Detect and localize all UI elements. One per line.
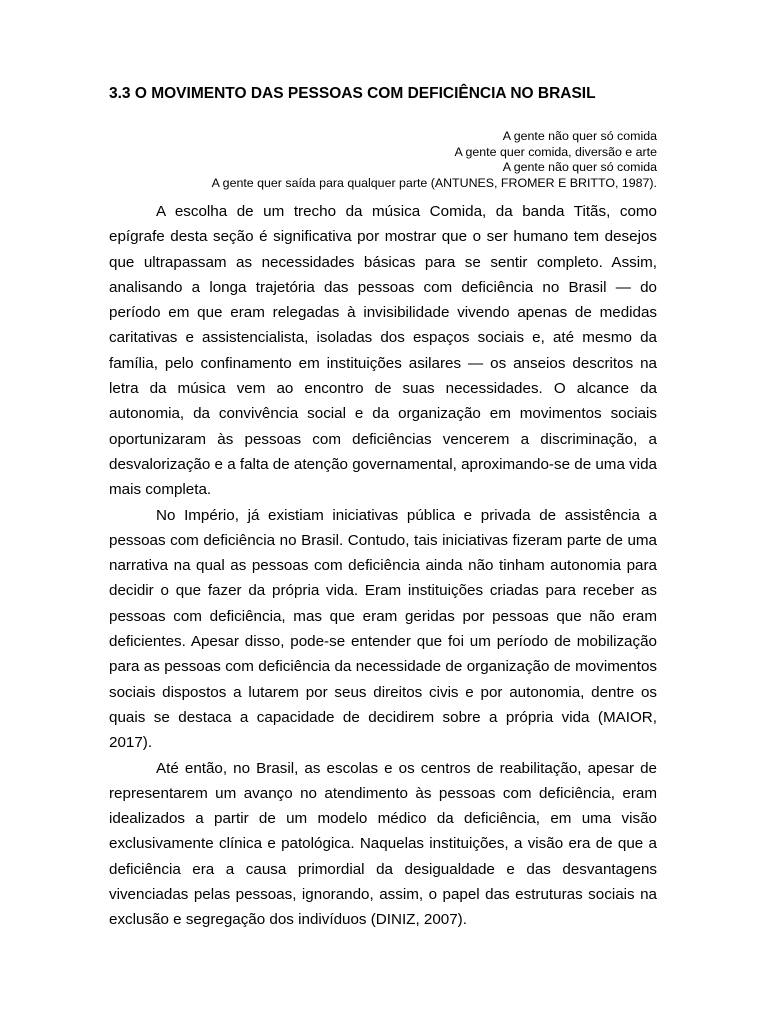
section-heading: 3.3 O MOVIMENTO DAS PESSOAS COM DEFICIÊNCIA NO BRASIL <box>109 85 596 102</box>
paragraph: A escolha de um trecho da música Comida, da banda Titãs, como epígrafe desta seção é significativa por mostrar que o ser humano tem desejos que ultrapassam as necessidades básicas para se sentir completo. Assim, analisando a longa trajetória das pessoas com deficiência no Brasil — do período em que eram relegadas à invisibilidade vivendo apenas de medidas caritativas e assistencialista, isoladas dos espaços sociais e, até mesmo da família, pelo confinamento em instituições asilares — os anseios descritos na letra da música vem ao encontro de suas necessidades. O alcance da autonomia, da convivência social e da organização em movimentos sociais oportunizaram às pessoas com deficiências vencerem a discriminação, a desvalorização e a falta de atenção governamental, aproximando-se de uma vida mais completa. <box>109 203 657 499</box>
epigraph-line: A gente não quer só comida <box>502 160 657 174</box>
epigraph-line: A gente quer comida, diversão e arte <box>454 144 657 159</box>
epigraph-line: A gente quer saída para qualquer parte (ANTUNES, FROMER E BRITTO, 1987). <box>211 175 657 190</box>
epigraph-line: A gente não quer só comida <box>502 129 657 143</box>
body-text <box>109 199 657 933</box>
paragraph: Até então, no Brasil, as escolas e os centros de reabilitação, apesar de representarem um avanço no atendimento às pessoas com deficiência, eram idealizados a partir de um modelo médico da deficiência, em uma visão exclusivamente clínica e patológica. Naquelas instituições, a visão era de que a deficiência era a causa primordial da desigualdade e das desvantagens vivenciadas pelas pessoas, ignorando, assim, o papel das estruturas sociais na exclusão e segregação dos indivíduos (DINIZ, 2007). <box>109 759 657 929</box>
epigraph <box>109 129 657 191</box>
paragraph: No Império, já existiam iniciativas pública e privada de assistência a pessoas com deficiência no Brasil. Contudo, tais iniciativas fizeram parte de uma narrativa na qual as pessoas com deficiência ainda não tinham autonomia para decidir o que fazer da própria vida. Eram instituições criadas para receber as pessoas com deficiência, mas que eram geridas por pessoas que não eram deficientes. Apesar disso, pode-se entender que foi um período de mobilização para as pessoas com deficiência da necessidade de organização de movimentos sociais dispostos a lutarem por seus direitos civis e por autonomia, dentre os quais se destaca a capacidade de decidirem sobre a própria vida (MAIOR, 2017). <box>109 506 657 752</box>
